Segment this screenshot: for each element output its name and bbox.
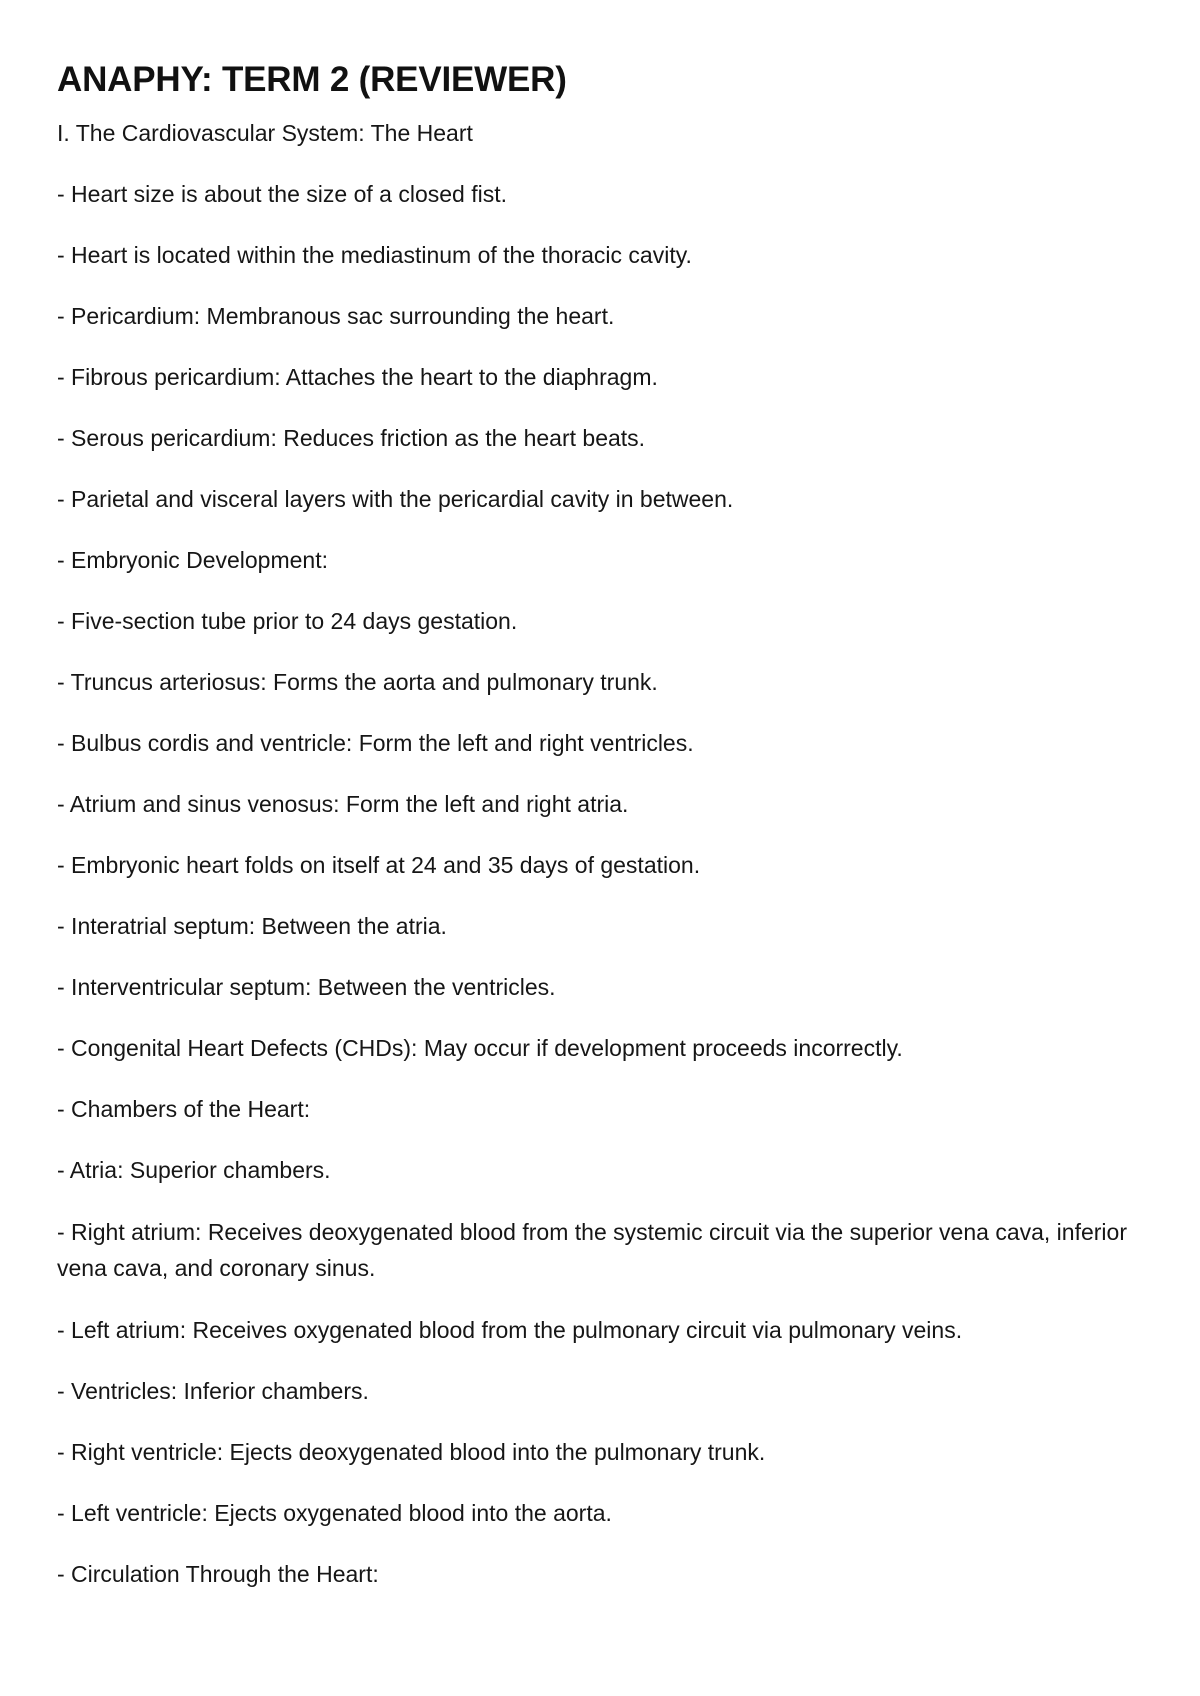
section-heading: I. The Cardiovascular System: The Heart [57,120,473,146]
note-line: - Interatrial septum: Between the atria. [57,913,447,939]
note-line: - Parietal and visceral layers with the pericardial cavity in between. [57,486,734,512]
note-line: - Embryonic heart folds on itself at 24 and 35 days of gestation. [57,852,701,878]
note-lines [57,177,1144,1591]
note-line: - Congenital Heart Defects (CHDs): May occur if development proceeds incorrectly. [57,1035,903,1061]
note-line: - Right atrium: Receives deoxygenated blood from the systemic circuit via the superior vena cava, inferior vena cava, and coronary sinus. [57,1219,1127,1281]
note-line: - Heart is located within the mediastinum of the thoracic cavity. [57,242,692,268]
note-line: - Right ventricle: Ejects deoxygenated blood into the pulmonary trunk. [57,1439,766,1465]
note-line: - Serous pericardium: Reduces friction as the heart beats. [57,425,646,451]
note-line: - Left ventricle: Ejects oxygenated blood into the aorta. [57,1500,612,1526]
document-title: ANAPHY: TERM 2 (REVIEWER) [57,60,567,99]
note-line: - Atrium and sinus venosus: Form the left and right atria. [57,791,629,817]
note-line: - Bulbus cordis and ventricle: Form the left and right ventricles. [57,730,694,756]
note-line: - Circulation Through the Heart: [57,1561,379,1587]
note-line: - Heart size is about the size of a closed fist. [57,181,507,207]
note-line: - Fibrous pericardium: Attaches the heart to the diaphragm. [57,364,658,390]
note-line: - Ventricles: Inferior chambers. [57,1378,369,1404]
note-line: - Pericardium: Membranous sac surrounding the heart. [57,303,615,329]
note-line: - Truncus arteriosus: Forms the aorta and pulmonary trunk. [57,669,658,695]
note-line: - Atria: Superior chambers. [57,1157,331,1183]
note-line: - Left atrium: Receives oxygenated blood from the pulmonary circuit via pulmonary veins. [57,1317,963,1343]
note-line: - Interventricular septum: Between the ventricles. [57,974,556,1000]
note-line: - Five-section tube prior to 24 days gestation. [57,608,518,634]
note-line: - Chambers of the Heart: [57,1096,311,1122]
note-line: - Embryonic Development: [57,547,328,573]
